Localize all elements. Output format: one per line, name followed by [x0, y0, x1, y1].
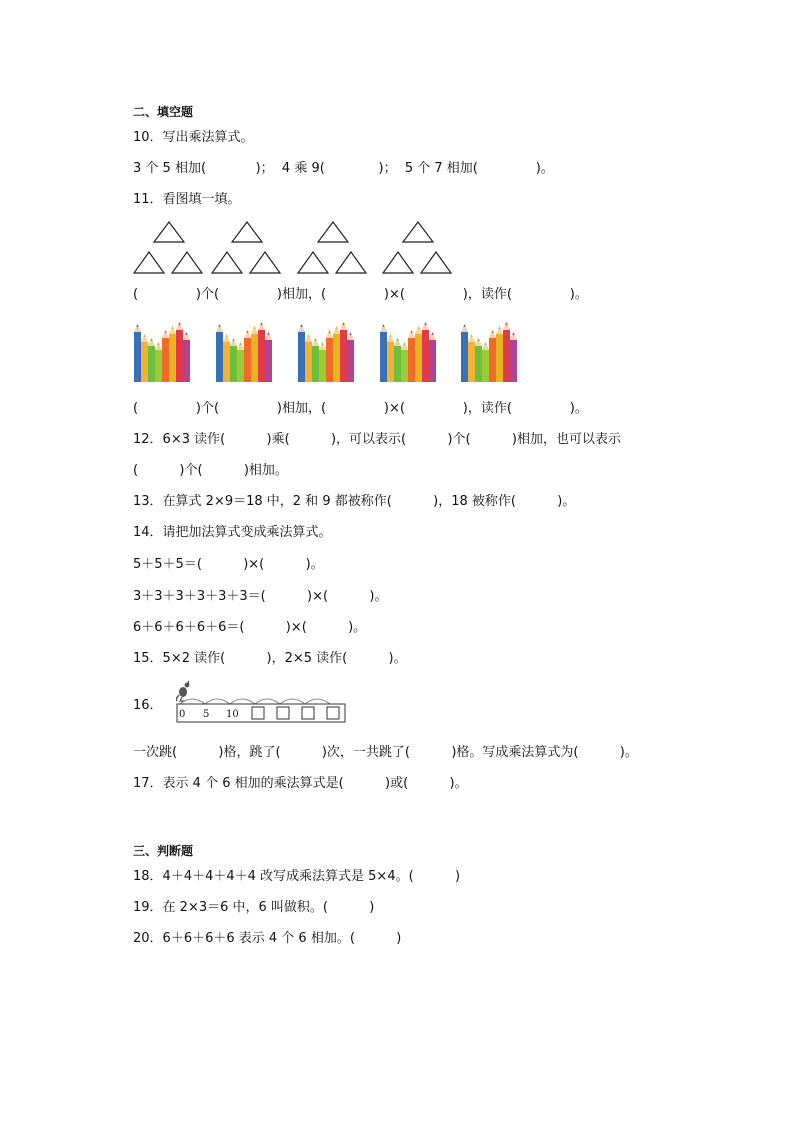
triangle-3-right [336, 252, 366, 273]
q11-title: 11．看图填一填。 [133, 192, 241, 207]
pencil [415, 326, 422, 382]
jump-arcs [180, 699, 330, 704]
pencil [223, 334, 230, 382]
triangle-3-left [298, 252, 328, 273]
pencil [148, 338, 155, 382]
pencil [340, 322, 347, 382]
triangle-2-top [232, 222, 262, 242]
pencil [503, 322, 510, 382]
pencil [394, 338, 401, 382]
pencil [387, 334, 394, 382]
pencil-group-4 [379, 318, 439, 384]
pencil [461, 324, 468, 382]
answer-box-4 [327, 707, 339, 719]
triangle-2-right [250, 252, 280, 273]
q14-item-3: 6＋6＋6＋6＋6＝( )×( )。 [133, 620, 367, 635]
pencil [408, 330, 415, 382]
q17-line: 17．表示 4 个 6 相加的乘法算式是( )或( )。 [133, 776, 468, 791]
pencil-group-5 [460, 318, 520, 384]
triangle-3-top [318, 222, 348, 242]
pencil [347, 332, 354, 382]
q16-number: 16． [133, 698, 163, 713]
pencil [155, 342, 162, 382]
triangle-2-left [212, 252, 242, 273]
q14-item-1: 5＋5＋5＝( )×( )。 [133, 557, 324, 572]
pencil [265, 332, 272, 382]
pencil [380, 324, 387, 382]
q12-line-1: 12．6×3 读作( )乘( )，可以表示( )个( )相加，也可以表示 [133, 432, 621, 447]
number-line-figure [176, 680, 356, 726]
pencil [237, 342, 244, 382]
pencil [141, 334, 148, 382]
triangle-1-top [154, 222, 184, 242]
pencil [326, 330, 333, 382]
section-heading-true-false: 三、判断题 [133, 844, 194, 858]
pencil [475, 338, 482, 382]
numberline-label-5: 5 [203, 709, 210, 720]
pencil [230, 338, 237, 382]
pencil [169, 326, 176, 382]
pencil [429, 332, 436, 382]
pencil [401, 342, 408, 382]
triangle-1-left [134, 252, 164, 273]
q10-title: 10．写出乘法算式。 [133, 130, 254, 145]
triangle-4-right [421, 252, 451, 273]
pencil [183, 332, 190, 382]
triangle-4-top [403, 222, 433, 242]
q14-title: 14．请把加法算式变成乘法算式。 [133, 525, 332, 540]
section-heading-fill-in: 二、填空题 [133, 105, 194, 119]
answer-box-3 [302, 707, 314, 719]
numberline-label-0: 0 [179, 709, 186, 720]
q11-answer-line-1: ( )个( )相加，( )×( )，读作( )。 [133, 287, 588, 302]
pencil-group-3 [297, 318, 357, 384]
pencil-group-1 [133, 318, 193, 384]
q20-line: 20．6＋6＋6＋6 表示 4 个 6 相加。( ) [133, 931, 402, 946]
pencil [489, 330, 496, 382]
pencil [319, 342, 326, 382]
triangle-figure [130, 218, 460, 276]
q12-line-2: ( )个( )相加。 [133, 463, 288, 478]
pencil [468, 334, 475, 382]
pencil [162, 330, 169, 382]
pencil [333, 326, 340, 382]
pencil [510, 332, 517, 382]
pencil [216, 324, 223, 382]
pencil [258, 322, 265, 382]
pencil [422, 322, 429, 382]
triangle-4-left [383, 252, 413, 273]
answer-box-1 [252, 707, 264, 719]
pencil [305, 334, 312, 382]
pencil [176, 322, 183, 382]
kangaroo-icon [176, 680, 189, 701]
q19-line: 19．在 2×3＝6 中，6 叫做积。( ) [133, 900, 375, 915]
pencil [482, 342, 489, 382]
pencil [134, 324, 141, 382]
q18-line: 18．4＋4＋4＋4＋4 改写成乘法算式是 5×4。( ) [133, 869, 461, 884]
q13-line: 13．在算式 2×9＝18 中，2 和 9 都被称作( )，18 被称作( )。 [133, 494, 576, 509]
triangle-1-right [172, 252, 202, 273]
pencil [251, 326, 258, 382]
q16-question: 一次跳( )格，跳了( )次，一共跳了( )格。写成乘法算式为( )。 [133, 745, 638, 760]
pencil [312, 338, 319, 382]
q11-answer-line-2: ( )个( )相加，( )×( )，读作( )。 [133, 401, 588, 416]
numberline-label-10: 10 [226, 709, 239, 720]
pencil [496, 326, 503, 382]
q14-item-2: 3＋3＋3＋3＋3＋3＝( )×( )。 [133, 589, 388, 604]
pencil [298, 324, 305, 382]
pencil [244, 330, 251, 382]
answer-box-2 [277, 707, 289, 719]
q15-line: 15．5×2 读作( )，2×5 读作( )。 [133, 651, 407, 666]
pencil-group-2 [215, 318, 275, 384]
q10-line: 3 个 5 相加( )； 4 乘 9( )； 5 个 7 相加( )。 [133, 161, 554, 176]
